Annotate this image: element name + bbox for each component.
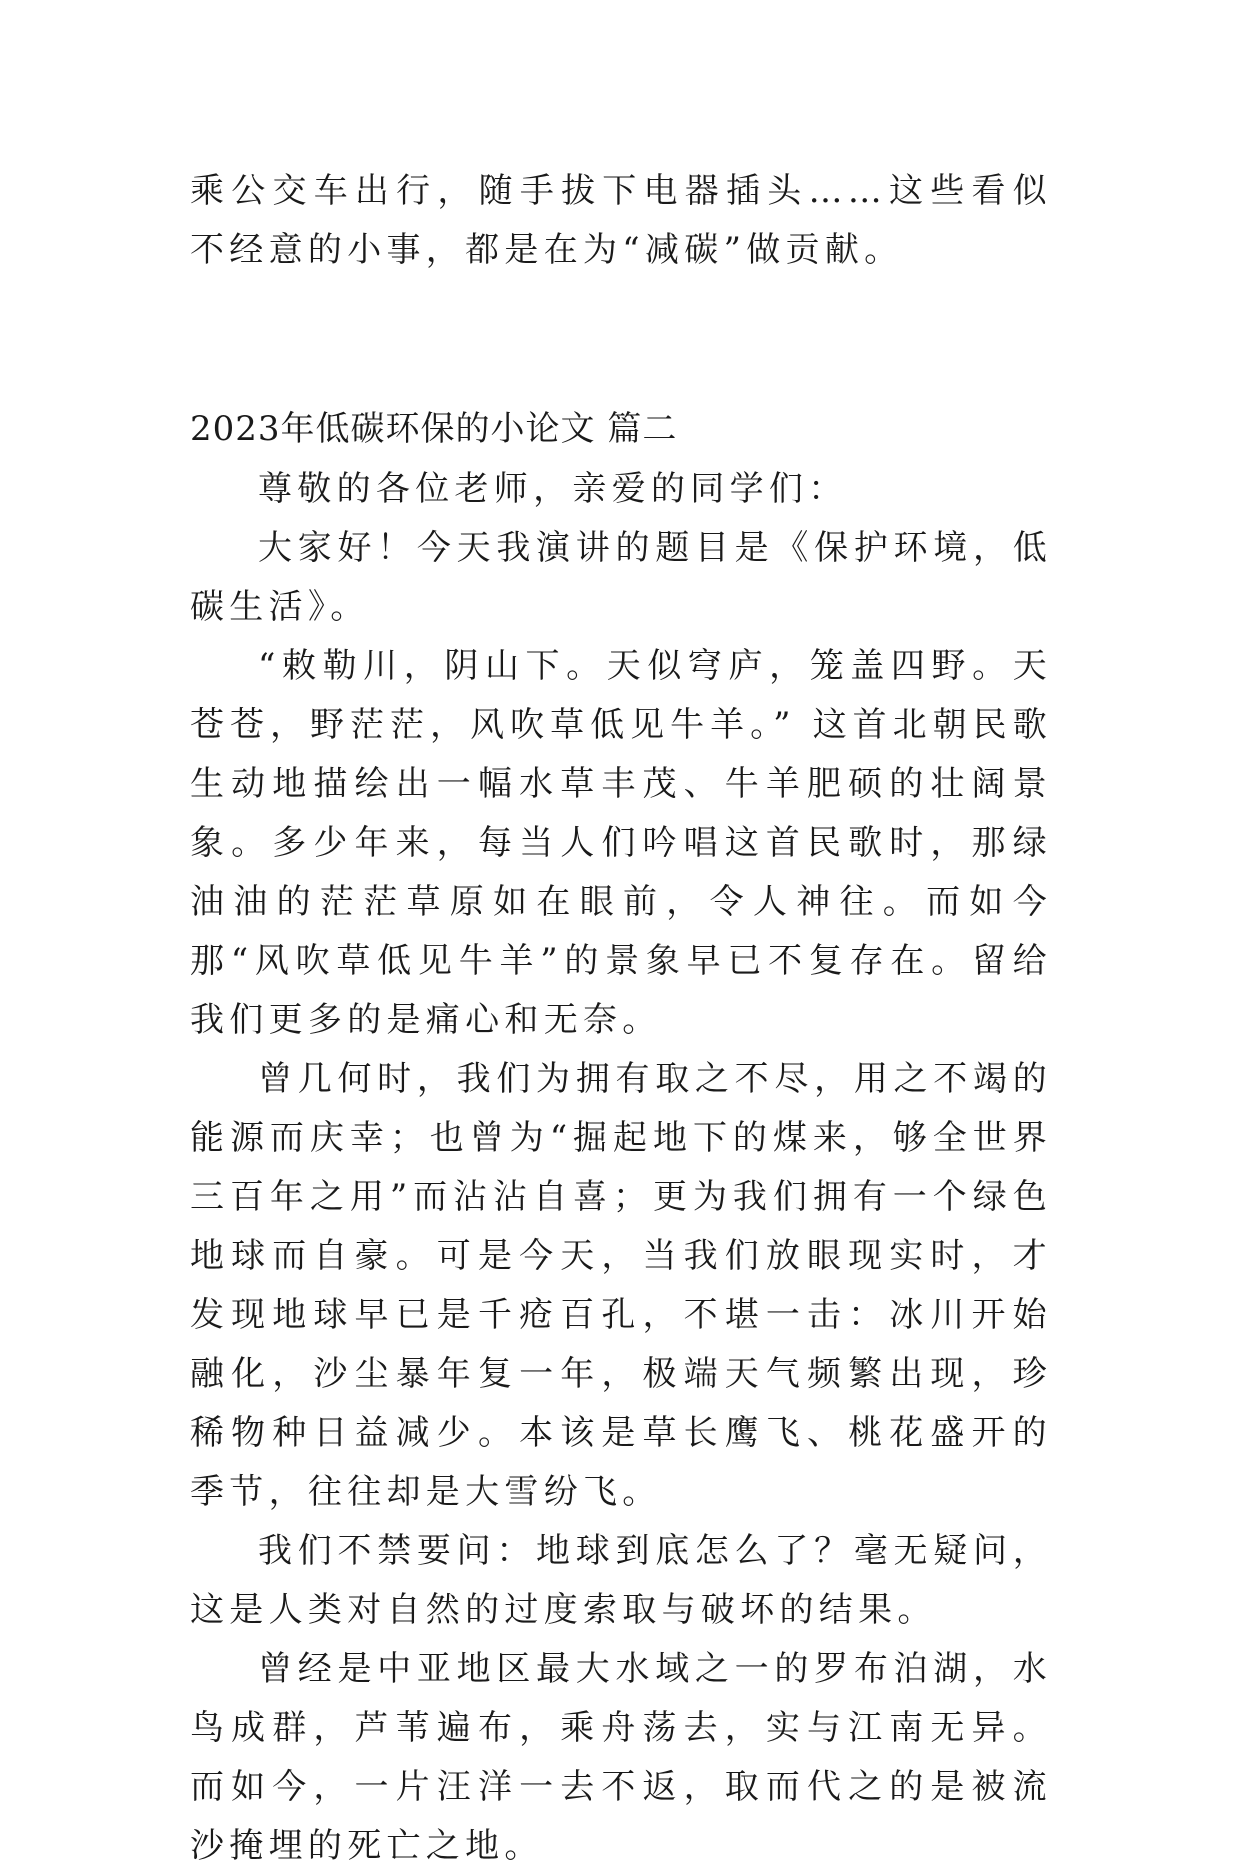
lop-nur-paragraph: 曾经是中亚地区最大水域之一的罗布泊湖，水鸟成群，芦苇遍布，乘舟荡去，实与江南无异。而如今，一片汪洋一去不返，取而代之的是被流沙掩埋的死亡之地。 bbox=[190, 1649, 1052, 1866]
question-paragraph: 我们不禁要问：地球到底怎么了？毫无疑问，这是人类对自然的过度索取与破坏的结果。 bbox=[190, 1531, 1052, 1630]
poem-paragraph: “敕勒川，阴山下。天似穹庐，笼盖四野。天苍苍，野茫茫，风吹草低见牛羊。” 这首北朝民歌生动地描绘出一幅水草丰茂、牛羊肥硕的壮阔景象。多少年来，每当人们吟唱这首民歌时，那绿油油的茫茫草原如在眼前，令人神往。而如今那“风吹草低见牛羊”的景象早已不复存在。留给我们更多的是痛心和无奈。 bbox=[190, 646, 1052, 1040]
text-column bbox=[190, 162, 1052, 1876]
intro-paragraph: 乘公交车出行，随手拔下电器插头……这些看似不经意的小事，都是在为“减碳”做贡献。 bbox=[190, 171, 1052, 270]
opening-paragraph: 大家好！今天我演讲的题目是《保护环境，低碳生活》。 bbox=[190, 528, 1052, 627]
section-title: 2023年低碳环保的小论文 篇二 bbox=[190, 409, 678, 449]
energy-paragraph: 曾几何时，我们为拥有取之不尽，用之不竭的能源而庆幸；也曾为“掘起地下的煤来，够全世界三百年之用”而沾沾自喜；更为我们拥有一个绿色地球而自豪。可是今天，当我们放眼现实时，才发现地球早已是千疮百孔，不堪一击：冰川开始融化，沙尘暴年复一年，极端天气频繁出现，珍稀物种日益减少。本该是草长鹰飞、桃花盛开的季节，往往却是大雪纷飞。 bbox=[190, 1059, 1052, 1512]
greeting-paragraph: 尊敬的各位老师，亲爱的同学们： bbox=[258, 469, 848, 509]
